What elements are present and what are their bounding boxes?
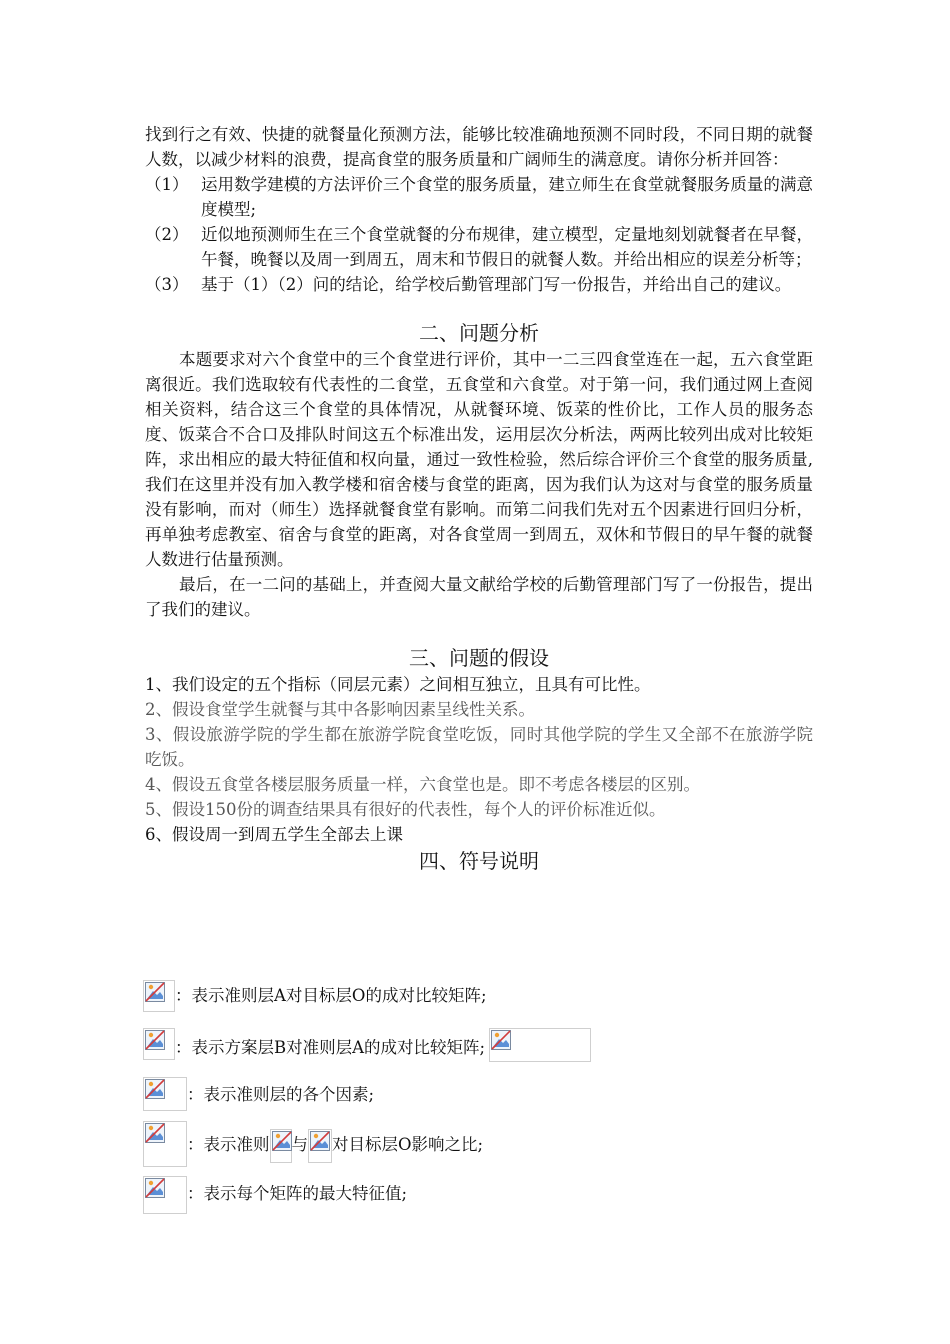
question-item (145, 172, 813, 222)
question-item (145, 272, 813, 297)
broken-image-icon (143, 1121, 187, 1167)
symbol-row (143, 1077, 374, 1111)
symbol-description: ：表示准则层的各个因素; (187, 1085, 375, 1104)
symbol-row (143, 1028, 591, 1062)
symbol-description: ：表示准则 (187, 1135, 270, 1154)
symbol-description: ：表示方案层B对准则层A的成对比较矩阵; (175, 1038, 486, 1057)
analysis-paragraph: 最后，在一二问的基础上，并查阅大量文献给学校的后勤管理部门写了一份报告，提出了我们的建议。 (145, 575, 813, 619)
symbol-row (143, 980, 487, 1012)
symbol-description: ：表示准则层A对目标层O的成对比较矩阵; (175, 986, 487, 1005)
assumption-item: 5、假设150份的调查结果具有很好的代表性，每个人的评价标准近似。 (145, 800, 666, 819)
broken-image-icon (143, 980, 175, 1012)
symbol-description: ：表示每个矩阵的最大特征值; (187, 1184, 408, 1203)
document-page (145, 122, 813, 875)
question-text: 基于（1）（2）问的结论，给学校后勤管理部门写一份报告，并给出自己的建议。 (201, 275, 792, 294)
symbol-row (143, 1176, 407, 1214)
question-number: （2） (145, 225, 189, 244)
symbol-description: 与 (291, 1135, 308, 1154)
question-text: 运用数学建模的方法评价三个食堂的服务质量，建立师生在食堂就餐服务质量的满意度模型; (201, 175, 813, 219)
question-text: 近似地预测师生在三个食堂就餐的分布规律，建立模型，定量地刻划就餐者在早餐，午餐，晚餐以及周一到周五，周末和节假日的就餐人数。并给出相应的误差分析等； (201, 225, 813, 269)
question-item (145, 222, 813, 272)
symbol-row (143, 1121, 483, 1167)
symbol-description: 对目标层O影响之比; (332, 1135, 484, 1154)
broken-image-icon (270, 1129, 292, 1163)
assumption-item: 2、假设食堂学生就餐与其中各影响因素呈线性关系。 (145, 700, 535, 719)
question-number: （3） (145, 275, 189, 294)
broken-image-icon (489, 1028, 591, 1062)
broken-image-icon (308, 1129, 332, 1163)
question-number: （1） (145, 175, 189, 194)
section-title-symbols: 四、符号说明 (419, 849, 539, 873)
assumption-item: 4、假设五食堂各楼层服务质量一样，六食堂也是。即不考虑各楼层的区别。 (145, 775, 700, 794)
section-title-analysis: 二、问题分析 (419, 321, 539, 345)
analysis-paragraph: 本题要求对六个食堂中的三个食堂进行评价，其中一二三四食堂连在一起，五六食堂距离很近。我们选取较有代表性的二食堂，五食堂和六食堂。对于第一问，我们通过网上查阅相关资料，结合这三个食堂的具体情况，从就餐环境、饭菜的性价比，工作人员的服务态度、饭菜合不合口及排队时间这五个标准出发，运用层次分析法，两两比较列出成对比较矩阵，求出相应的最大特征值和权向量，通过一致性检验，然后综合评价三个食堂的服务质量,我们在这里并没有加入教学楼和宿舍楼与食堂的距离，因为我们认为这对与食堂的服务质量没有影响，而对（师生）选择就餐食堂有影响。而第二问我们先对五个因素进行回归分析，再单独考虑教室、宿舍与食堂的距离，对各食堂周一到周五，双休和节假日的早午餐的就餐人数进行估量预测。 (145, 350, 813, 569)
intro-paragraph: 找到行之有效、快捷的就餐量化预测方法，能够比较准确地预测不同时段，不同日期的就餐人数，以减少材料的浪费，提高食堂的服务质量和广阔师生的满意度。请你分析并回答： (145, 125, 813, 169)
section-title-assumptions: 三、问题的假设 (409, 646, 549, 670)
assumption-item: 6、假设周一到周五学生全部去上课 (145, 825, 403, 844)
broken-image-icon (143, 1077, 187, 1111)
broken-image-icon (143, 1176, 187, 1214)
assumption-item: 3、假设旅游学院的学生都在旅游学院食堂吃饭，同时其他学院的学生又全部不在旅游学院吃饭。 (145, 725, 813, 769)
assumption-item: 1、我们设定的五个指标（同层元素）之间相互独立，且具有可比性。 (145, 675, 651, 694)
broken-image-icon (143, 1028, 175, 1060)
